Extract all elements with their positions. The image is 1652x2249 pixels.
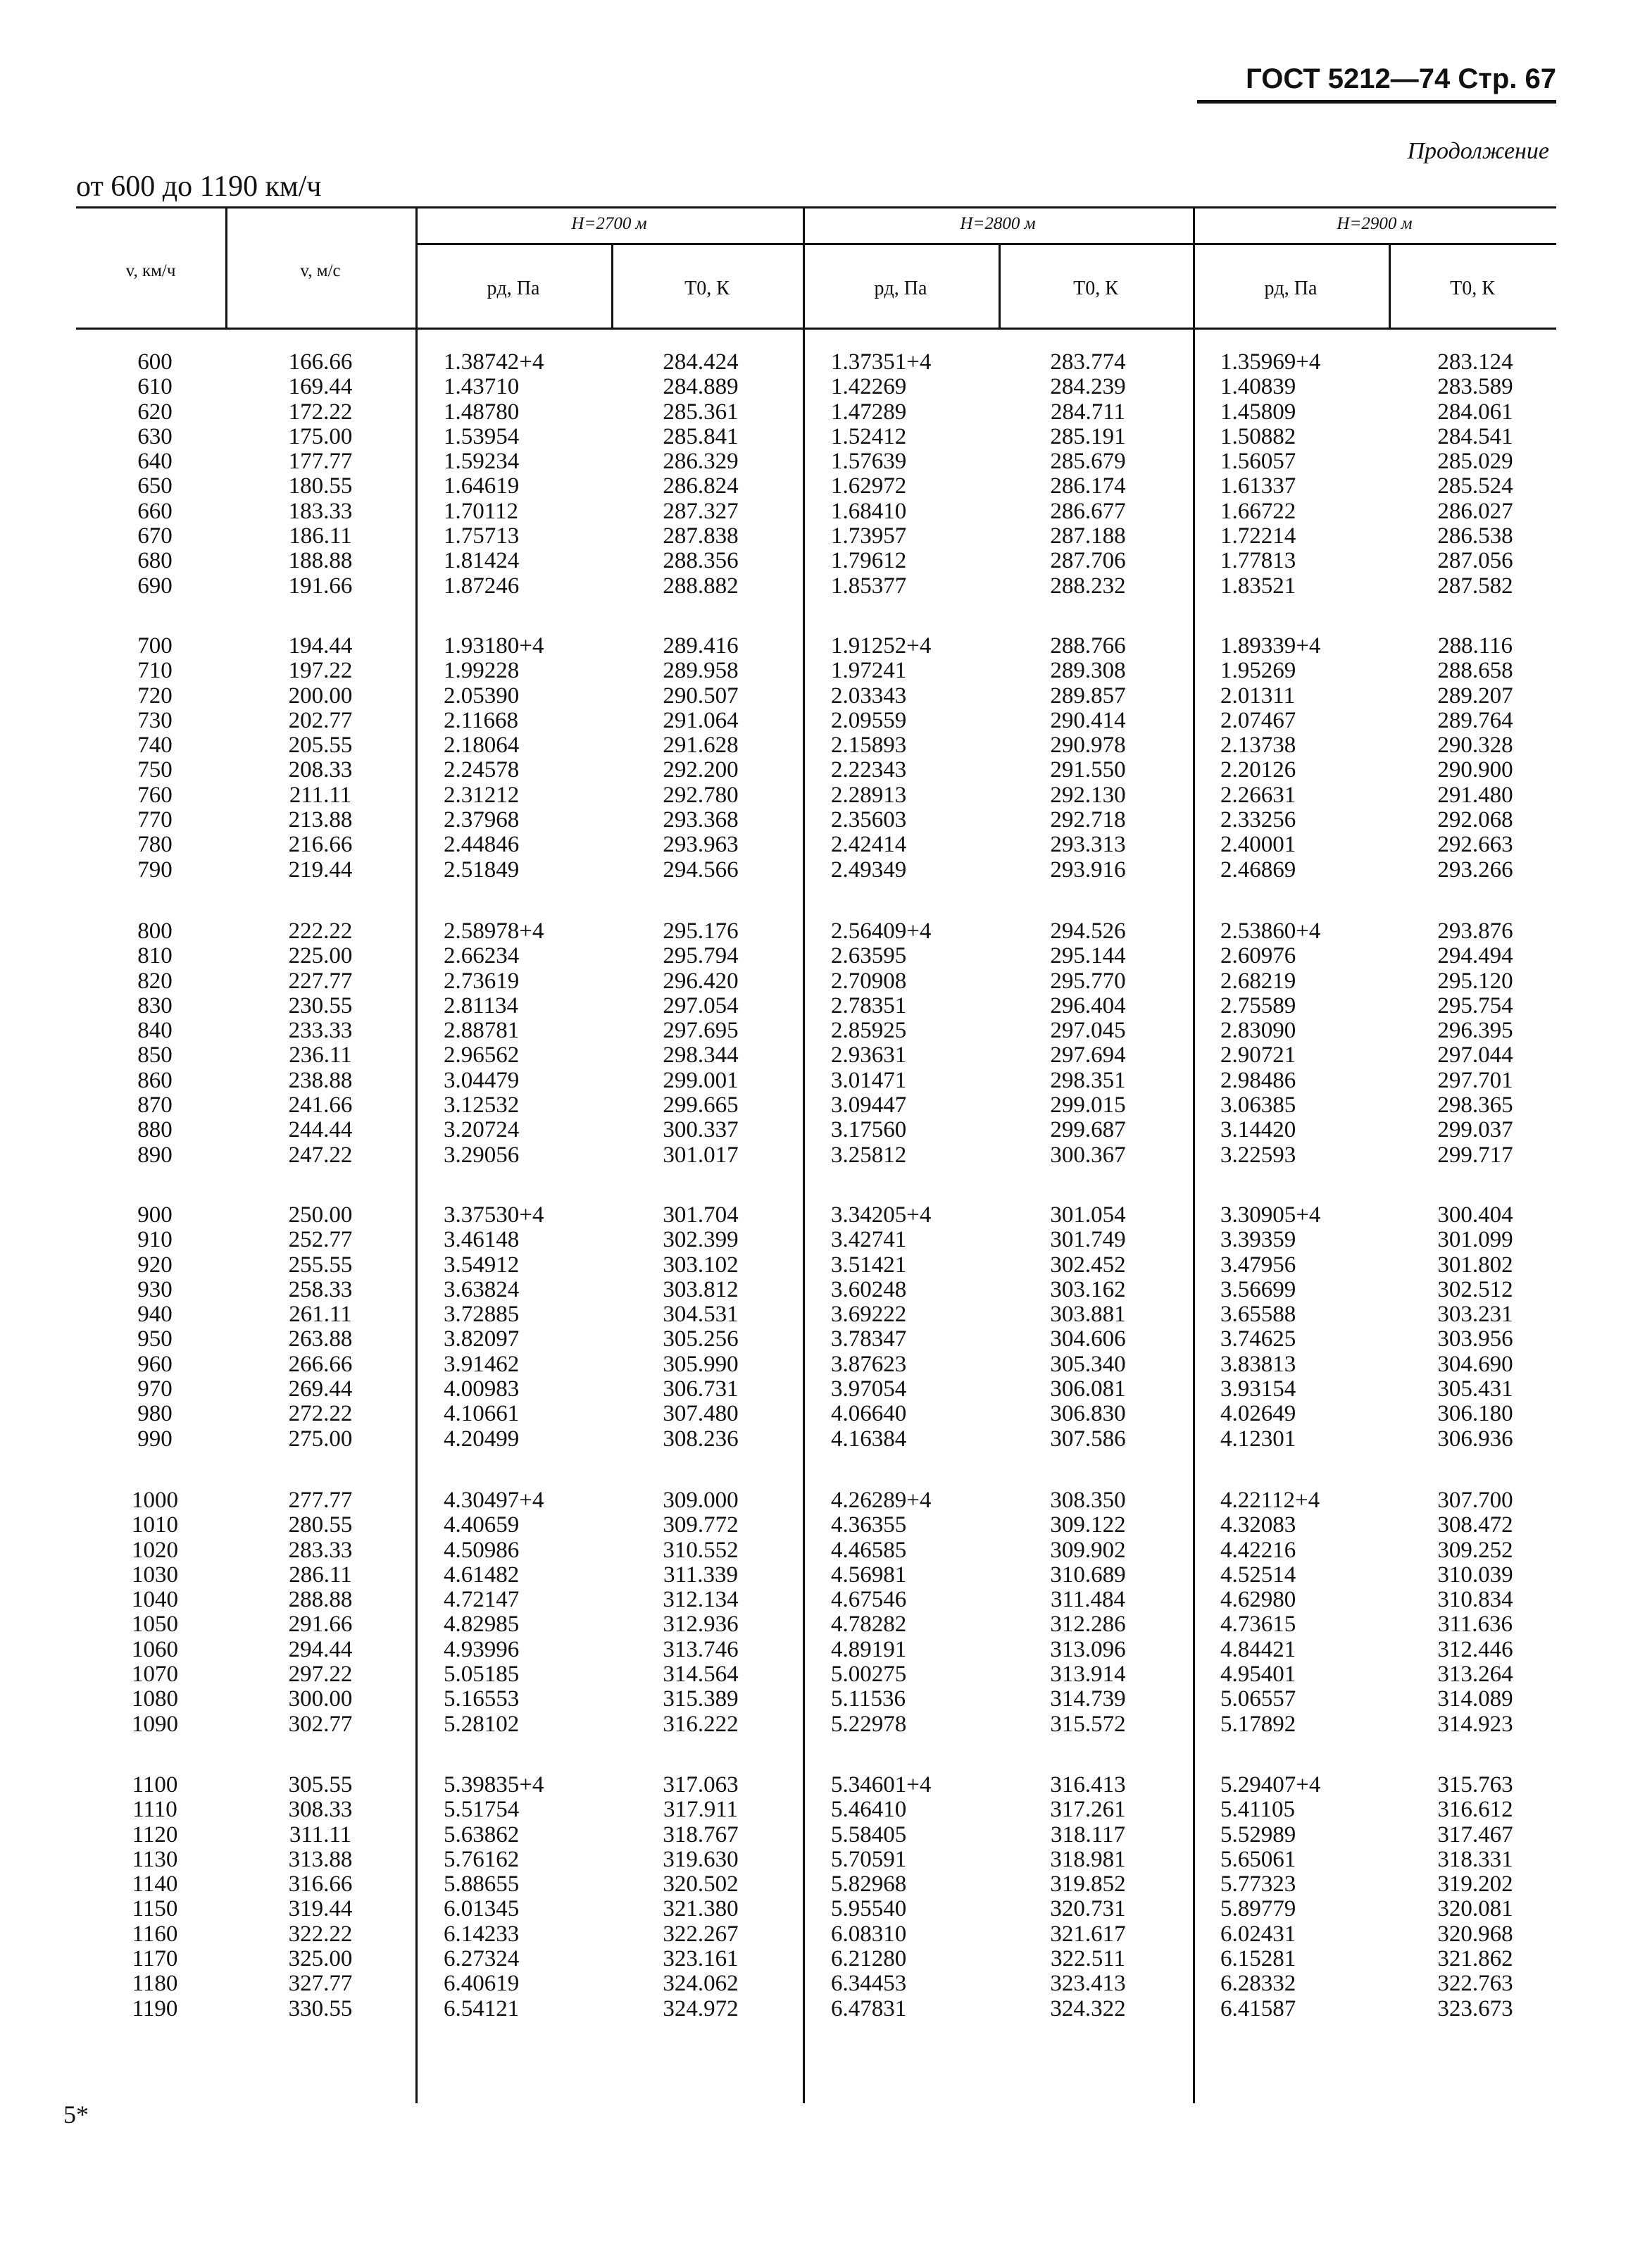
- block-6-temperature-2900: 315.763 316.612 317.467 318.331 319.202 320.081 320.968 321.862 322.763 323.673: [1437, 1772, 1513, 2021]
- altitude-header-2900: H=2900 м: [1337, 214, 1413, 233]
- block-3-temperature-2800: 294.526 295.144 295.770 296.404 297.045 297.694 298.351 299.015 299.687 300.367: [1050, 918, 1126, 1168]
- block-6-speed-kmh: 1100 1110 1120 1130 1140 1150 1160 1170 1180 1190: [132, 1772, 178, 2021]
- block-4-temperature-2800: 301.054 301.749 302.452 303.162 303.881 304.606 305.340 306.081 306.830 307.586: [1050, 1202, 1126, 1452]
- block-5-speed-ms: 277.77 280.55 283.33 286.11 288.88 291.66 294.44 297.22 300.00 302.77: [288, 1488, 353, 1737]
- page-header: ГОСТ 5212—74 Стр. 67: [1246, 63, 1556, 94]
- block-2-pressure-2700: 1.93180+4 1.99228 2.05390 2.11668 2.18064 2.24578 2.31212 2.37968 2.44846 2.51849: [444, 633, 544, 883]
- block-6-temperature-2700: 317.063 317.911 318.767 319.630 320.502 321.380 322.267 323.161 324.062 324.972: [663, 1772, 739, 2021]
- column-header-speed-ms: v, м/с: [300, 261, 341, 280]
- block-5-pressure-2900: 4.22112+4 4.32083 4.42216 4.52514 4.62980 4.73615 4.84421 4.95401 5.06557 5.17892: [1220, 1488, 1320, 1737]
- column-header-pressure-2700: pд, Па: [487, 278, 540, 299]
- block-6-temperature-2800: 316.413 317.261 318.117 318.981 319.852 320.731 321.617 322.511 323.413 324.322: [1050, 1772, 1126, 2021]
- table-top-rule: [76, 206, 1556, 208]
- header-rule: [1197, 100, 1556, 104]
- block-1-speed-ms: 166.66 169.44 172.22 175.00 177.77 180.55 183.33 186.11 188.88 191.66: [288, 349, 353, 599]
- column-header-temperature-2900: T0, К: [1450, 278, 1495, 299]
- block-1-pressure-2700: 1.38742+4 1.43710 1.48780 1.53954 1.59234 1.64619 1.70112 1.75713 1.81424 1.87246: [444, 349, 544, 599]
- block-3-temperature-2900: 293.876 294.494 295.120 295.754 296.395 297.044 297.701 298.365 299.037 299.717: [1437, 918, 1513, 1168]
- block-4-pressure-2900: 3.30905+4 3.39359 3.47956 3.56699 3.65588 3.74625 3.83813 3.93154 4.02649 4.12301: [1220, 1202, 1321, 1452]
- column-header-speed-kmh: v, км/ч: [125, 261, 176, 280]
- block-3-pressure-2800: 2.56409+4 2.63595 2.70908 2.78351 2.85925 2.93631 3.01471 3.09447 3.17560 3.25812: [831, 918, 932, 1168]
- block-4-speed-ms: 250.00 252.77 255.55 258.33 261.11 263.88 266.66 269.44 272.22 275.00: [288, 1202, 353, 1452]
- block-4-pressure-2800: 3.34205+4 3.42741 3.51421 3.60248 3.69222 3.78347 3.87623 3.97054 4.06640 4.16384: [831, 1202, 932, 1452]
- divider-2: [415, 208, 418, 2103]
- block-1-speed-kmh: 600 610 620 630 640 650 660 670 680 690: [137, 349, 173, 599]
- block-4-temperature-2700: 301.704 302.399 303.102 303.812 304.531 305.256 305.990 306.731 307.480 308.236: [663, 1202, 739, 1452]
- block-4-speed-kmh: 900 910 920 930 940 950 960 970 980 990: [137, 1202, 173, 1452]
- block-3-pressure-2700: 2.58978+4 2.66234 2.73619 2.81134 2.88781 2.96562 3.04479 3.12532 3.20724 3.29056: [444, 918, 544, 1168]
- column-header-pressure-2900: pд, Па: [1264, 278, 1318, 299]
- block-3-pressure-2900: 2.53860+4 2.60976 2.68219 2.75589 2.83090 2.90721 2.98486 3.06385 3.14420 3.22593: [1220, 918, 1321, 1168]
- block-3-speed-kmh: 800 810 820 830 840 850 860 870 880 890: [137, 918, 173, 1168]
- block-1-pressure-2800: 1.37351+4 1.42269 1.47289 1.52412 1.57639 1.62972 1.68410 1.73957 1.79612 1.85377: [831, 349, 932, 599]
- column-header-pressure-2800: pд, Па: [874, 278, 927, 299]
- block-5-temperature-2800: 308.350 309.122 309.902 310.689 311.484 312.286 313.096 313.914 314.739 315.572: [1050, 1488, 1126, 1737]
- altitude-header-2700: H=2700 м: [571, 214, 647, 233]
- range-caption: от 600 до 1190 км/ч: [76, 170, 322, 203]
- block-2-pressure-2800: 1.91252+4 1.97241 2.03343 2.09559 2.15893 2.22343 2.28913 2.35603 2.42414 2.49349: [831, 633, 932, 883]
- block-2-speed-kmh: 700 710 720 730 740 750 760 770 780 790: [137, 633, 173, 883]
- block-6-pressure-2700: 5.39835+4 5.51754 5.63862 5.76162 5.88655 6.01345 6.14233 6.27324 6.40619 6.54121: [444, 1772, 544, 2021]
- block-2-temperature-2800: 288.766 289.308 289.857 290.414 290.978 291.550 292.130 292.718 293.313 293.916: [1050, 633, 1126, 883]
- block-1-temperature-2800: 283.774 284.239 284.711 285.191 285.679 286.174 286.677 287.188 287.706 288.232: [1050, 349, 1126, 599]
- block-6-pressure-2900: 5.29407+4 5.41105 5.52989 5.65061 5.77323 5.89779 6.02431 6.15281 6.28332 6.41587: [1220, 1772, 1321, 2021]
- block-6-pressure-2800: 5.34601+4 5.46410 5.58405 5.70591 5.82968 5.95540 6.08310 6.21280 6.34453 6.47831: [831, 1772, 932, 2021]
- block-2-temperature-2700: 289.416 289.958 290.507 291.064 291.628 292.200 292.780 293.368 293.963 294.566: [663, 633, 739, 883]
- altitude-rule: [415, 243, 1556, 245]
- block-4-temperature-2900: 300.404 301.099 301.802 302.512 303.231 303.956 304.690 305.431 306.180 306.936: [1437, 1202, 1513, 1452]
- block-5-pressure-2700: 4.30497+4 4.40659 4.50986 4.61482 4.72147 4.82985 4.93996 5.05185 5.16553 5.28102: [444, 1488, 544, 1737]
- block-5-speed-kmh: 1000 1010 1020 1030 1040 1050 1060 1070 1080 1090: [132, 1488, 178, 1737]
- column-header-temperature-2800: T0, К: [1073, 278, 1118, 299]
- page-mark: 5*: [63, 2100, 89, 2129]
- block-1-temperature-2900: 283.124 283.589 284.061 284.541 285.029 285.524 286.027 286.538 287.056 287.582: [1437, 349, 1513, 599]
- divider-4: [803, 208, 805, 2103]
- altitude-header-2800: H=2800 м: [960, 214, 1036, 233]
- divider-6: [1193, 208, 1195, 2103]
- block-3-speed-ms: 222.22 225.00 227.77 230.55 233.33 236.11 238.88 241.66 244.44 247.22: [288, 918, 353, 1168]
- block-5-temperature-2900: 307.700 308.472 309.252 310.039 310.834 311.636 312.446 313.264 314.089 314.923: [1437, 1488, 1513, 1737]
- block-3-temperature-2700: 295.176 295.794 296.420 297.054 297.695 298.344 299.001 299.665 300.337 301.017: [663, 918, 739, 1168]
- block-1-temperature-2700: 284.424 284.889 285.361 285.841 286.329 286.824 287.327 287.838 288.356 288.882: [663, 349, 739, 599]
- block-1-pressure-2900: 1.35969+4 1.40839 1.45809 1.50882 1.56057 1.61337 1.66722 1.72214 1.77813 1.83521: [1220, 349, 1321, 599]
- block-2-temperature-2900: 288.116 288.658 289.207 289.764 290.328 290.900 291.480 292.068 292.663 293.266: [1437, 633, 1513, 883]
- header-bottom-rule: [76, 328, 1556, 330]
- block-2-speed-ms: 194.44 197.22 200.00 202.77 205.55 208.33 211.11 213.88 216.66 219.44: [288, 633, 353, 883]
- block-4-pressure-2700: 3.37530+4 3.46148 3.54912 3.63824 3.72885 3.82097 3.91462 4.00983 4.10661 4.20499: [444, 1202, 544, 1452]
- continuation-label: Продолжение: [1407, 138, 1549, 164]
- block-2-pressure-2900: 1.89339+4 1.95269 2.01311 2.07467 2.13738 2.20126 2.26631 2.33256 2.40001 2.46869: [1220, 633, 1321, 883]
- column-header-temperature-2700: T0, К: [684, 278, 730, 299]
- block-5-pressure-2800: 4.26289+4 4.36355 4.46585 4.56981 4.67546 4.78282 4.89191 5.00275 5.11536 5.22978: [831, 1488, 932, 1737]
- block-5-temperature-2700: 309.000 309.772 310.552 311.339 312.134 312.936 313.746 314.564 315.389 316.222: [663, 1488, 739, 1737]
- block-6-speed-ms: 305.55 308.33 311.11 313.88 316.66 319.44 322.22 325.00 327.77 330.55: [288, 1772, 353, 2021]
